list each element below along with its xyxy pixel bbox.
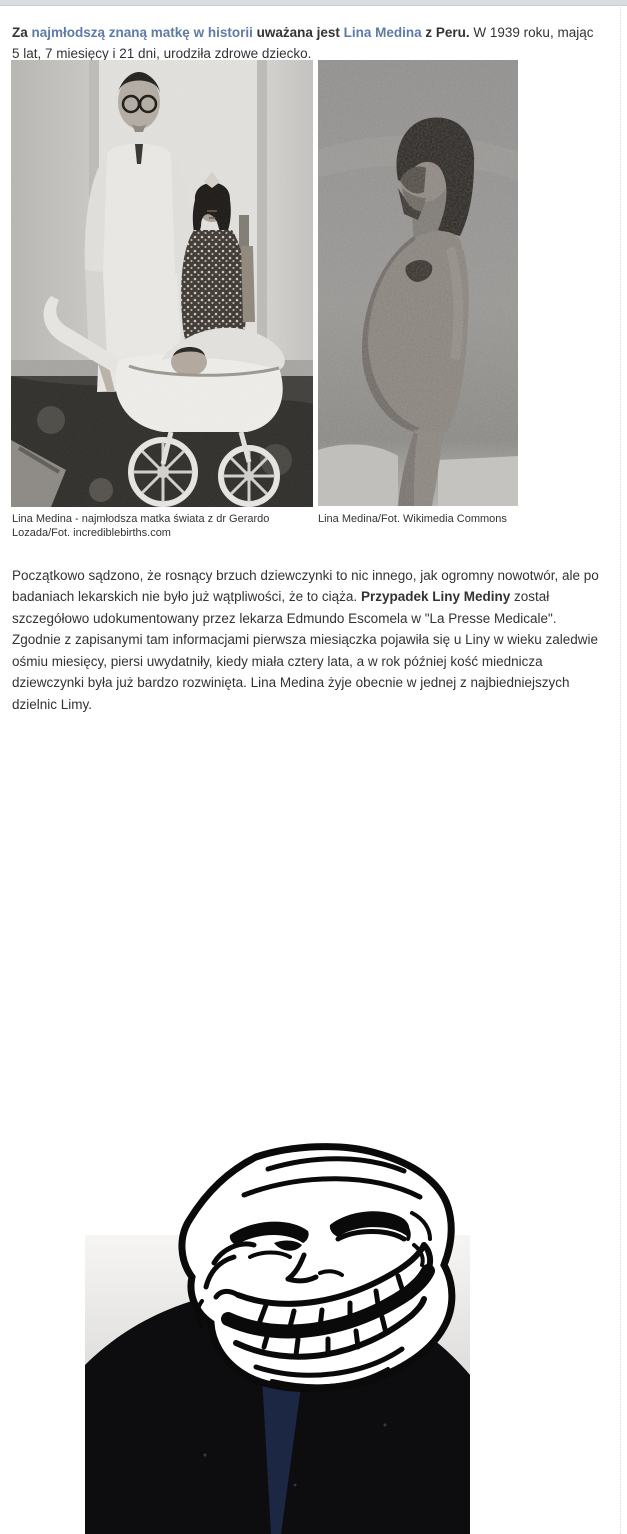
- top-divider-bar: [0, 0, 627, 6]
- text-segment: Za: [12, 24, 32, 40]
- photo-caption-left: Lina Medina - najmłodsza matka świata z dr Gerardo Lozada/Fot. incrediblebirths.com: [12, 513, 270, 539]
- photo-lina-medina-with-doctor: [11, 60, 313, 507]
- meme-block: [0, 1140, 627, 1534]
- intro-paragraph: [12, 22, 594, 64]
- text-segment: W 1939 roku, mając 5 lat, 7 miesięcy i 21 dni, urodziła zdrowe dziecko.: [12, 24, 594, 61]
- text-segment: uważana jest: [252, 24, 344, 40]
- text-segment: Przypadek Liny Mediny: [360, 589, 511, 604]
- photo-lina-medina-pregnant: [318, 60, 518, 506]
- trollface-image: [156, 1143, 462, 1395]
- text-link[interactable]: najmłodszą znaną matkę w historii: [31, 24, 253, 40]
- photo-caption-right: Lina Medina/Fot. Wikimedia Commons: [318, 513, 507, 525]
- text-segment: Początkowo sądzono, że rosnący brzuch dziewczynki to nic innego, jak ogromny nowotwór, ale po badaniach lekarskich nie było już wątpliwości, że to ciąża.: [12, 567, 599, 604]
- text-segment: z Peru.: [421, 24, 470, 40]
- body-paragraph: [12, 565, 606, 716]
- text-segment: został szczegółowo udokumentowany przez lekarza Edmundo Escomela w "La Presse Medicale". Zgodnie z zapisanymi tam informacjami pierwsza miesiączka pojawiła się u Liny w wieku zaledwie ośmiu miesięcy, piersi uwydatniły, kiedy miała cztery lata, a w rok później kość miednicza dziewczynki była już bardzo rozwinięta. Lina Medina żyje obecnie w jednej z najbiedniejszych dzielnic Limy.: [12, 589, 598, 712]
- text-link[interactable]: Lina Medina: [343, 24, 422, 40]
